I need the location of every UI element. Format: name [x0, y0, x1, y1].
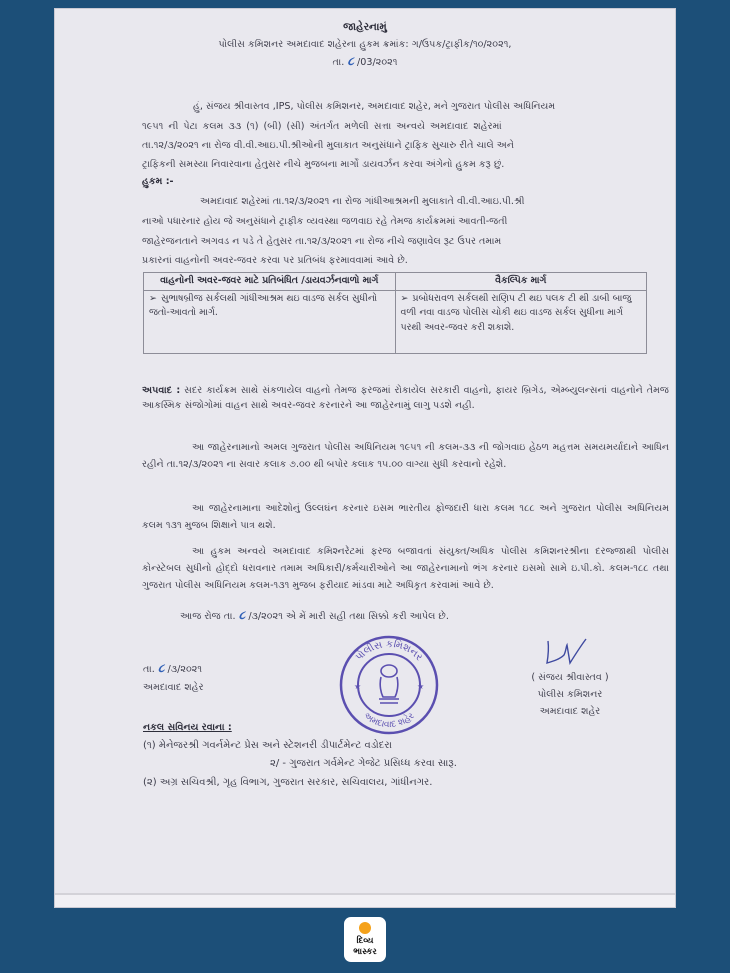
- alternate-route-cell: [395, 290, 647, 353]
- svg-text:★: ★: [354, 682, 362, 691]
- enforcement-paragraph: આ જાહેરનામાનો અમલ ગુજરાત પોલીસ અધિનિયમ ૧૯૫૧ ની કલમ-૩૩ ની જોગવાઇ હેઠળ મહત્તમ સમયમર્યાદાને આધિન રહીને તા.૧૨/૩/૨૦૨૧ ના સવાર કલાક ૭.૦૦ થી બપોર કલાક ૧૫.૦૦ વાગ્યા સુધી કરવાનો રહેશે.: [142, 442, 669, 470]
- notice-document: [55, 9, 675, 907]
- order-line: જાહેરજનતાને અગવડ ન પડે તે હેતુસર તા.૧૨/૩/૨૦૨૧ ના રોજ નીચે જણાવેલ રૂટ ઉપર તમામ: [142, 236, 502, 247]
- divya-bhaskar-logo[interactable]: [344, 917, 386, 962]
- copy-to-item: ૨/ - ગુજરાત ગર્વમેન્ટ ગેજેટ પ્રસિધ્ધ કરવા સારૂ.: [270, 758, 457, 769]
- signatory-name: ( સંજય શ્રીવાસ્તવ ): [531, 672, 609, 683]
- logo-line-1: દિવ્ય: [356, 936, 374, 946]
- closing-suffix: /૩/૨૦૨૧ એ મેં મારી સહી તથા સિક્કો કરી આપેલ છે.: [248, 611, 449, 622]
- handwritten-day: ૮: [238, 608, 246, 622]
- order-line: નાઓ પધારનાર હોય જે અનુસંધાને ટ્રાફીક વ્યવસ્થા જળવાઇ રહે તેમજ કાર્યક્રમમાં આવતી-જતી: [142, 216, 508, 227]
- svg-text:★: ★: [417, 682, 425, 691]
- intro-line: ટ્રાફિકની સમસ્યા નિવારવાના હેતુસર નીચે મુજબના માર્ગો ડાયવર્ઝન કરવા અંગેનો હુકમ કરૂ છું.: [142, 159, 505, 170]
- alternate-route: પ્રબોધરાવળ સર્કલથી રાણિપ ટી થઇ પલક ટી થી ડાબી બાજુ વળી નવા વાડજ પોલીસ ચોકી થઇ વાડજ સર્કલ સુધીના માર્ગ પરથી અવર-જવર કરી શકાશે.: [400, 292, 632, 333]
- handwritten-day: ૮: [347, 54, 354, 68]
- order-heading: હુકમ :-: [142, 176, 174, 187]
- notice-title: જાહેરનામું: [343, 21, 387, 33]
- order-line: પ્રકારનાં વાહનોની અવર-જવર કરવા પર પ્રતિબંધ ફરમાવવામાં આવે છે.: [142, 255, 408, 266]
- signoff-place: અમદાવાદ શહેર: [143, 682, 204, 693]
- intro-line: ૧૯૫૧ ની પેટા કલમ ૩૩ (૧) (બી) (સી) અંતર્ગત મળેલી સત્તા અન્વયે અમદાવાદ શહેરમાં: [142, 121, 502, 132]
- emblem-icon: [379, 665, 399, 703]
- arrow-bullet-icon: ➢: [400, 292, 409, 304]
- copy-to-item: (૧) મેનેજરશ્રી ગવર્નમેન્ટ પ્રેસ અને સ્ટેશનરી ડીપાર્ટમેન્ટ વડોદરા: [143, 740, 392, 751]
- route-table-row: [144, 290, 647, 353]
- restricted-route-header: વાહનોની અવર-જવર માટે પ્રતિબંધિત /ડાયવર્ઝનવાળો માર્ગ: [144, 273, 396, 291]
- restricted-route: સુભાષબ્રીજ સર્કલથી ગાંધીઆશ્રમ થઇ વાડજ સર્કલ સુધીનો જતો-આવતો માર્ગ.: [149, 292, 378, 318]
- police-commissioner-seal: [337, 633, 441, 737]
- handwritten-day: ૮: [157, 661, 165, 675]
- exception-label: અપવાદ :: [142, 385, 181, 396]
- order-number-line: પોલીસ કમિશનર અમદાવાદ શહેરના હુકમ ક્રમાંક: ગ/ઉપક/ટ્રાફીક/૧૦/૨૦૨૧,: [218, 39, 512, 50]
- signatory-place: અમદાવાદ શહેર: [539, 706, 601, 717]
- penalty-paragraph: આ જાહેરનામાના આદેશોનું ઉલ્લઘંન કરનાર ઇસમ ભારતીય ફોજદારી ધારા કલમ ૧૮૮ અને ગુજરાત પોલીસ અધિનિયમ કલમ ૧૩૧ મુજબ શિક્ષાને પાત્ર થશે.: [142, 503, 669, 531]
- copy-to-item: (૨) અગ્ર સચિવશ્રી, ગૃહ વિભાગ, ગુજરાત સરકાર, સચિવાલય, ગાંધીનગર.: [143, 777, 433, 788]
- exception-paragraph: [142, 383, 669, 413]
- restricted-route-cell: [144, 290, 396, 353]
- exception-text: સદર કાર્યક્રમ સાથે સંકળાયેલ વાહનો તેમજ ફરજમાં રોકાયેલ સરકારી વાહનો, ફાયર બ્રિગેડ, એમ્બ્યુલન્સનાં વાહનોને તેમજ આકસ્મિક સંજોગોમાં વાહન સાથે અવર-જવર કરનારને આ જાહેરનામું લાગુ પડશે નહી.: [142, 385, 670, 411]
- sun-dot-icon: [359, 922, 371, 934]
- page-bottom-edge: [55, 893, 675, 907]
- seal-bottom-text: અમદાવાદ શહેર: [361, 711, 417, 731]
- signature-icon: [542, 637, 590, 667]
- route-table: [143, 272, 647, 354]
- order-line: અમદાવાદ શહેરમાં તા.૧૨/૩/૨૦૨૧ ના રોજ ગાંધીઆશ્રમની મુલાકાતે વી.વી.આઇ.પી.શ્રી: [200, 196, 525, 207]
- closing-line: [180, 608, 449, 624]
- closing-prefix: આજ રોજ તા.: [180, 611, 236, 622]
- copy-to-heading: નકલ સવિનય રવાના :: [143, 722, 232, 733]
- alternate-route-header: વૈકલ્પિક માર્ગ: [395, 273, 647, 291]
- notice-date: [55, 54, 675, 70]
- intro-line: તા.૧૨/૩/૨૦૨૧ ના રોજ વી.વી.આઇ.પી.શ્રીઓની મુલાકાત અનુસંધાને ટ્રાફિક સુચારુ રીતે ચાલે અને: [142, 140, 515, 151]
- signoff-date: [143, 661, 202, 677]
- authorization-paragraph: આ હુકમ અન્વયે અમદાવાદ કમિશ્નરેટમાં ફરજ બજાવતાં સંયુક્ત/અધિક પોલીસ કમિશનરશ્રીના દરજ્જાથી પોલીસ કોન્સ્ટેબલ સુધીનો હોદ્દો ધરાવનાર તમામ અધિકારી/કર્મચારીઓને આ જાહેરનામાનો ભંગ કરનાર ઇસમો સામે ઇ.પી.કો. કલમ-૧૮૮ તથા ગુજરાત પોલીસ અધિનિયમ કલમ-૧૩૧ મુજબ ફરીયાદ માંડવા માટે અધિકૃત કરવામાં આવે છે.: [142, 546, 669, 591]
- intro-line: હું, સંજય શ્રીવાસ્તવ ,IPS, પોલીસ કમિશનર, અમદાવાદ શહેર, મને ગુજરાત પોલીસ અધિનિયમ: [193, 101, 556, 112]
- signatory-designation: પોલીસ કમિશનર: [537, 689, 603, 700]
- date-rest: /૩/૨૦૨૧: [167, 664, 203, 675]
- logo-line-2: ભાસ્કર: [353, 947, 377, 957]
- arrow-bullet-icon: ➢: [149, 292, 157, 304]
- route-table-header: [144, 273, 647, 291]
- signatory-block: [515, 669, 625, 720]
- date-prefix: તા.: [332, 57, 345, 68]
- date-prefix: તા.: [143, 664, 155, 675]
- date-rest: /03/૨૦૨૧: [357, 57, 398, 68]
- seal-top-text: પોલીસ કમિશનર: [353, 638, 425, 664]
